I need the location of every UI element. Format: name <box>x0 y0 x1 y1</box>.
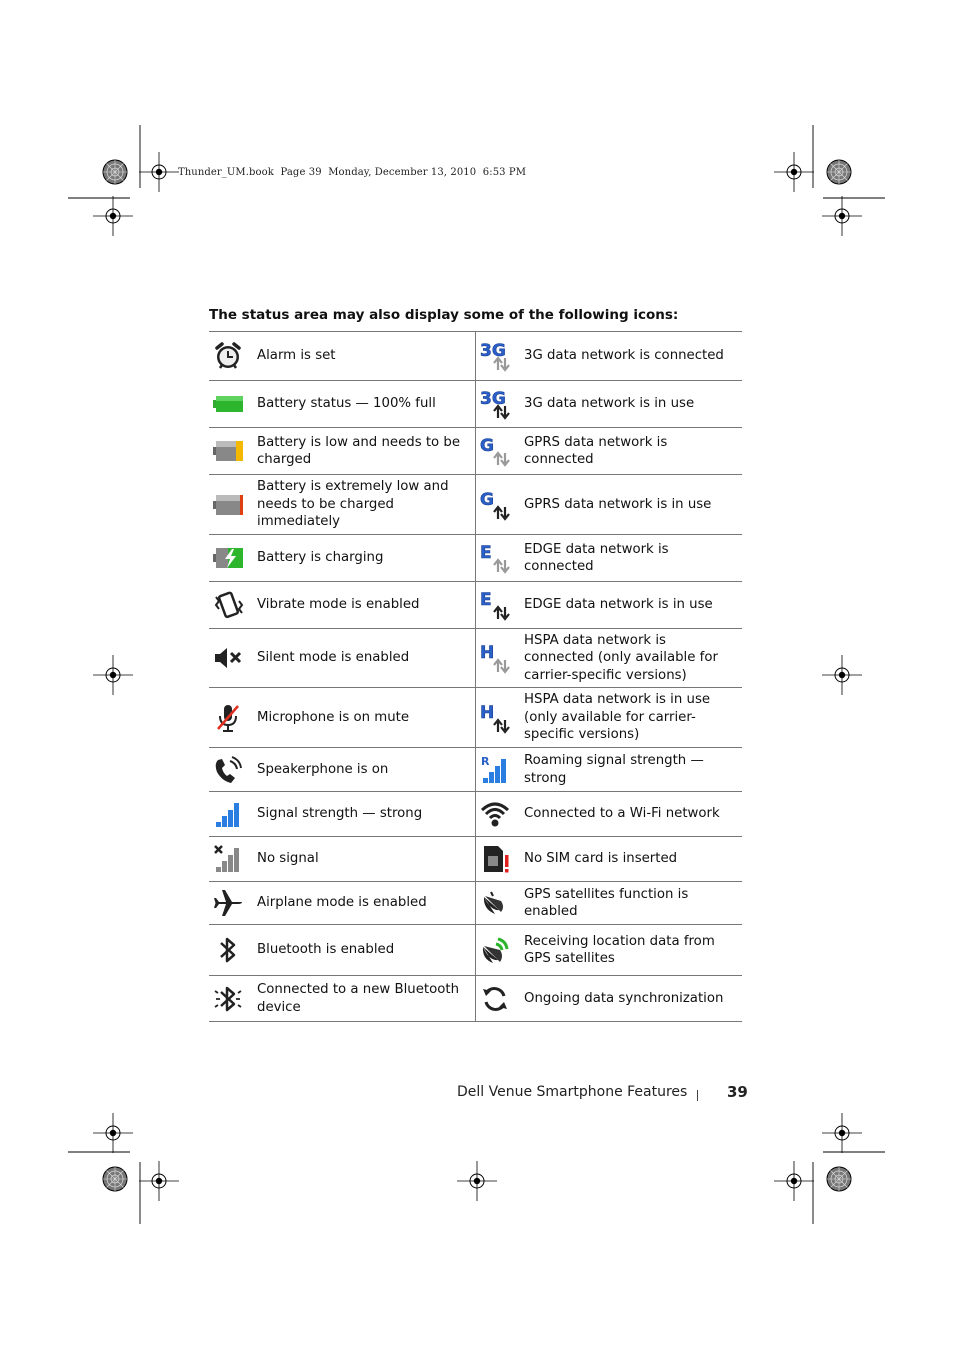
left-description: Airplane mode is enabled <box>257 882 476 925</box>
mic-mute-icon <box>212 702 244 734</box>
left-icon-cell <box>209 925 257 976</box>
left-icon-cell <box>209 428 257 475</box>
right-description: GPRS data network is connected <box>524 428 742 475</box>
left-description: Alarm is set <box>257 332 476 381</box>
right-icon-cell <box>476 792 525 837</box>
left-description: Speakerphone is on <box>257 748 476 792</box>
edge-in-use-icon <box>479 589 511 621</box>
section-heading: The status area may also display some of the following icons: <box>209 307 679 323</box>
gprs-connected-icon <box>479 435 511 467</box>
svg-text:R: R <box>481 754 490 768</box>
gprs-in-use-icon <box>479 489 511 521</box>
left-description: Battery is low and needs to be charged <box>257 428 476 475</box>
right-icon-cell <box>476 976 525 1022</box>
left-description: Bluetooth is enabled <box>257 925 476 976</box>
right-icon-cell <box>476 475 525 535</box>
signal-strong-icon <box>212 798 244 830</box>
footer-title: Dell Venue Smartphone Features <box>457 1084 688 1100</box>
table-row <box>209 748 742 792</box>
left-icon-cell <box>209 381 257 428</box>
left-icon-cell <box>209 882 257 925</box>
left-icon-cell <box>209 332 257 381</box>
svg-text:E: E <box>480 590 492 610</box>
battery-very-low-icon <box>212 489 244 521</box>
hspa-connected-icon <box>479 642 511 674</box>
left-description: Battery status — 100% full <box>257 381 476 428</box>
left-description: Microphone is on mute <box>257 688 476 748</box>
left-icon-cell <box>209 792 257 837</box>
right-icon-cell <box>476 535 525 582</box>
battery-low-icon <box>212 435 244 467</box>
svg-text:H: H <box>480 643 495 663</box>
airplane-icon <box>212 887 244 919</box>
battery-charging-icon <box>212 542 244 574</box>
table-row <box>209 629 742 688</box>
3g-in-use-icon <box>479 388 511 420</box>
svg-text:G: G <box>480 489 494 510</box>
bluetooth-icon <box>212 934 244 966</box>
3g-connected-icon <box>479 340 511 372</box>
right-description: Roaming signal strength — strong <box>524 748 742 792</box>
right-description: EDGE data network is in use <box>524 582 742 629</box>
left-icon-cell <box>209 582 257 629</box>
table-row <box>209 925 742 976</box>
table-row <box>209 381 742 428</box>
table-row <box>209 688 742 748</box>
left-icon-cell <box>209 535 257 582</box>
left-description: No signal <box>257 837 476 882</box>
no-sim-icon <box>479 843 511 875</box>
svg-text:H: H <box>480 702 495 723</box>
wifi-icon <box>479 798 511 830</box>
left-description: Battery is extremely low and needs to be charged immediately <box>257 475 476 535</box>
speakerphone-icon <box>212 754 244 786</box>
left-icon-cell <box>209 748 257 792</box>
right-icon-cell <box>476 748 525 792</box>
left-description: Signal strength — strong <box>257 792 476 837</box>
svg-text:E: E <box>480 543 492 563</box>
table-row <box>209 535 742 582</box>
right-icon-cell <box>476 428 525 475</box>
table-row <box>209 882 742 925</box>
table-row <box>209 428 742 475</box>
svg-text:3G: 3G <box>480 341 506 361</box>
left-icon-cell <box>209 475 257 535</box>
no-signal-icon <box>212 843 244 875</box>
right-description: GPS satellites function is enabled <box>524 882 742 925</box>
gps-receiving-icon <box>479 934 511 966</box>
left-icon-cell <box>209 629 257 688</box>
gps-enabled-icon <box>479 887 511 919</box>
battery-full-icon <box>212 388 244 420</box>
left-icon-cell <box>209 976 257 1022</box>
roaming-signal-icon <box>479 754 511 786</box>
right-description: EDGE data network is connected <box>524 535 742 582</box>
table-row <box>209 792 742 837</box>
right-icon-cell <box>476 882 525 925</box>
sync-icon <box>479 983 511 1015</box>
right-icon-cell <box>476 688 525 748</box>
footer-separator <box>697 1090 698 1101</box>
right-icon-cell <box>476 629 525 688</box>
right-icon-cell <box>476 837 525 882</box>
table-row <box>209 837 742 882</box>
right-description: HSPA data network is in use (only available for carrier-specific versions) <box>524 688 742 748</box>
right-description: Ongoing data synchronization <box>524 976 742 1022</box>
left-icon-cell <box>209 837 257 882</box>
right-icon-cell <box>476 925 525 976</box>
left-description: Connected to a new Bluetooth device <box>257 976 476 1022</box>
silent-icon <box>212 642 244 674</box>
right-description: HSPA data network is connected (only available for carrier-specific versions) <box>524 629 742 688</box>
page-number: 39 <box>727 1083 748 1101</box>
right-description: Connected to a Wi-Fi network <box>524 792 742 837</box>
table-row <box>209 332 742 381</box>
right-description: GPRS data network is in use <box>524 475 742 535</box>
book-slug-line: Thunder_UM.book Page 39 Monday, December 13, 2010 6:53 PM <box>178 167 527 178</box>
svg-text:G: G <box>480 436 494 456</box>
right-description: No SIM card is inserted <box>524 837 742 882</box>
right-icon-cell <box>476 381 525 428</box>
table-row <box>209 582 742 629</box>
svg-text:3G: 3G <box>480 389 506 409</box>
hspa-in-use-icon <box>479 702 511 734</box>
bluetooth-new-device-icon <box>212 983 244 1015</box>
right-icon-cell <box>476 332 525 381</box>
table-row <box>209 475 742 535</box>
vibrate-icon <box>212 589 244 621</box>
right-icon-cell <box>476 582 525 629</box>
left-description: Silent mode is enabled <box>257 629 476 688</box>
right-description: 3G data network is connected <box>524 332 742 381</box>
edge-connected-icon <box>479 542 511 574</box>
table-row <box>209 976 742 1022</box>
left-description: Vibrate mode is enabled <box>257 582 476 629</box>
status-icons-table <box>209 331 742 1022</box>
right-description: Receiving location data from GPS satellites <box>524 925 742 976</box>
alarm-clock-icon <box>212 340 244 372</box>
left-icon-cell <box>209 688 257 748</box>
left-description: Battery is charging <box>257 535 476 582</box>
right-description: 3G data network is in use <box>524 381 742 428</box>
